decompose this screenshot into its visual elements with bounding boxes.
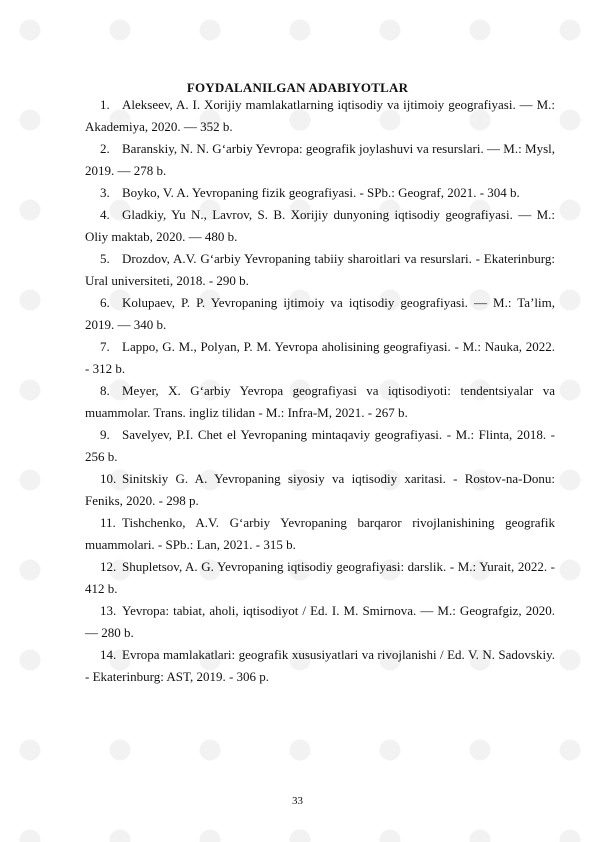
- reference-text: Savelyev, P.I. Chet el Yevropaning mintaqaviy geografiyasi. - M.: Flinta, 2018. - 256 b.: [85, 427, 555, 464]
- reference-text: Kolupaev, P. P. Yevropaning ijtimoiy va iqtisodiy geografiyasi. — M.: Ta’lim, 2019. — 340 b.: [85, 295, 555, 332]
- reference-item: [85, 644, 555, 688]
- reference-item: [85, 468, 555, 512]
- reference-text: Gladkiy, Yu N., Lavrov, S. B. Xorijiy dunyoning iqtisodiy geografiyasi. — M.: Oliy maktab, 2020. — 480 b.: [85, 207, 555, 244]
- reference-item: [85, 512, 555, 556]
- reference-item: [85, 380, 555, 424]
- reference-number: 8.: [100, 383, 110, 398]
- reference-item: [85, 182, 555, 204]
- reference-number: 10.: [100, 471, 117, 486]
- reference-item: [85, 138, 555, 182]
- reference-text: Meyer, X. G‘arbiy Yevropa geografiyasi va iqtisodiyoti: tendentsiyalar va muammolar. Trans. ingliz tilidan - M.: Infra-M, 2021. - 267 b.: [85, 383, 555, 420]
- reference-text: Alekseev, A. I. Xorijiy mamlakatlarning iqtisodiy va ijtimoiy geografiyasi. — M.: Akademiya, 2020. — 352 b.: [85, 97, 555, 134]
- reference-text: Lappo, G. M., Polyan, P. M. Yevropa aholisining geografiyasi. - M.: Nauka, 2022. - 312 b.: [85, 339, 555, 376]
- reference-text: Baranskiy, N. N. G‘arbiy Yevropa: geografik joylashuvi va resurslari. — M.: Mysl, 2019. — 278 b.: [85, 141, 555, 178]
- reference-number: 7.: [100, 339, 110, 354]
- reference-text: Yevropa: tabiat, aholi, iqtisodiyot / Ed. I. M. Smirnova. — M.: Geografgiz, 2020. — 280 b.: [85, 603, 555, 640]
- reference-number: 1.: [100, 97, 110, 112]
- reference-number: 2.: [100, 141, 110, 156]
- reference-text: Boyko, V. A. Yevropaning fizik geografiyasi. - SPb.: Geograf, 2021. - 304 b.: [122, 185, 520, 200]
- reference-item: [85, 600, 555, 644]
- reference-item: [85, 292, 555, 336]
- reference-item: [85, 204, 555, 248]
- references-list: [85, 94, 555, 688]
- reference-text: Shupletsov, A. G. Yevropaning iqtisodiy geografiyasi: darslik. - M.: Yurait, 2022. - 412 b.: [85, 559, 555, 596]
- reference-number: 6.: [100, 295, 110, 310]
- reference-text: Evropa mamlakatlari: geografik xususiyatlari va rivojlanishi / Ed. V. N. Sadovskiy. - Ekaterinburg: AST, 2019. - 306 p.: [85, 647, 555, 684]
- reference-number: 12.: [100, 559, 117, 574]
- reference-number: 14.: [100, 647, 117, 662]
- reference-item: [85, 336, 555, 380]
- reference-item: [85, 424, 555, 468]
- reference-text: Tishchenko, A.V. G‘arbiy Yevropaning barqaror rivojlanishining geografik muammolari. - SPb.: Lan, 2021. - 315 b.: [85, 515, 555, 552]
- reference-text: Drozdov, A.V. G‘arbiy Yevropaning tabiiy sharoitlari va resurslari. - Ekaterinburg: Ural universiteti, 2018. - 290 b.: [85, 251, 555, 288]
- reference-item: [85, 248, 555, 292]
- reference-number: 11.: [100, 515, 116, 530]
- page-heading: FOYDALANILGAN ADABIYOTLAR: [186, 80, 409, 95]
- reference-number: 4.: [100, 207, 110, 222]
- reference-text: Sinitskiy G. A. Yevropaning siyosiy va iqtisodiy xaritasi. - Rostov-na-Donu: Feniks, 2020. - 298 p.: [85, 471, 555, 508]
- reference-item: [85, 94, 555, 138]
- reference-item: [85, 556, 555, 600]
- reference-number: 3.: [100, 185, 110, 200]
- page-number: 33: [292, 795, 303, 807]
- reference-number: 5.: [100, 251, 110, 266]
- reference-number: 13.: [100, 603, 117, 618]
- reference-number: 9.: [100, 427, 110, 442]
